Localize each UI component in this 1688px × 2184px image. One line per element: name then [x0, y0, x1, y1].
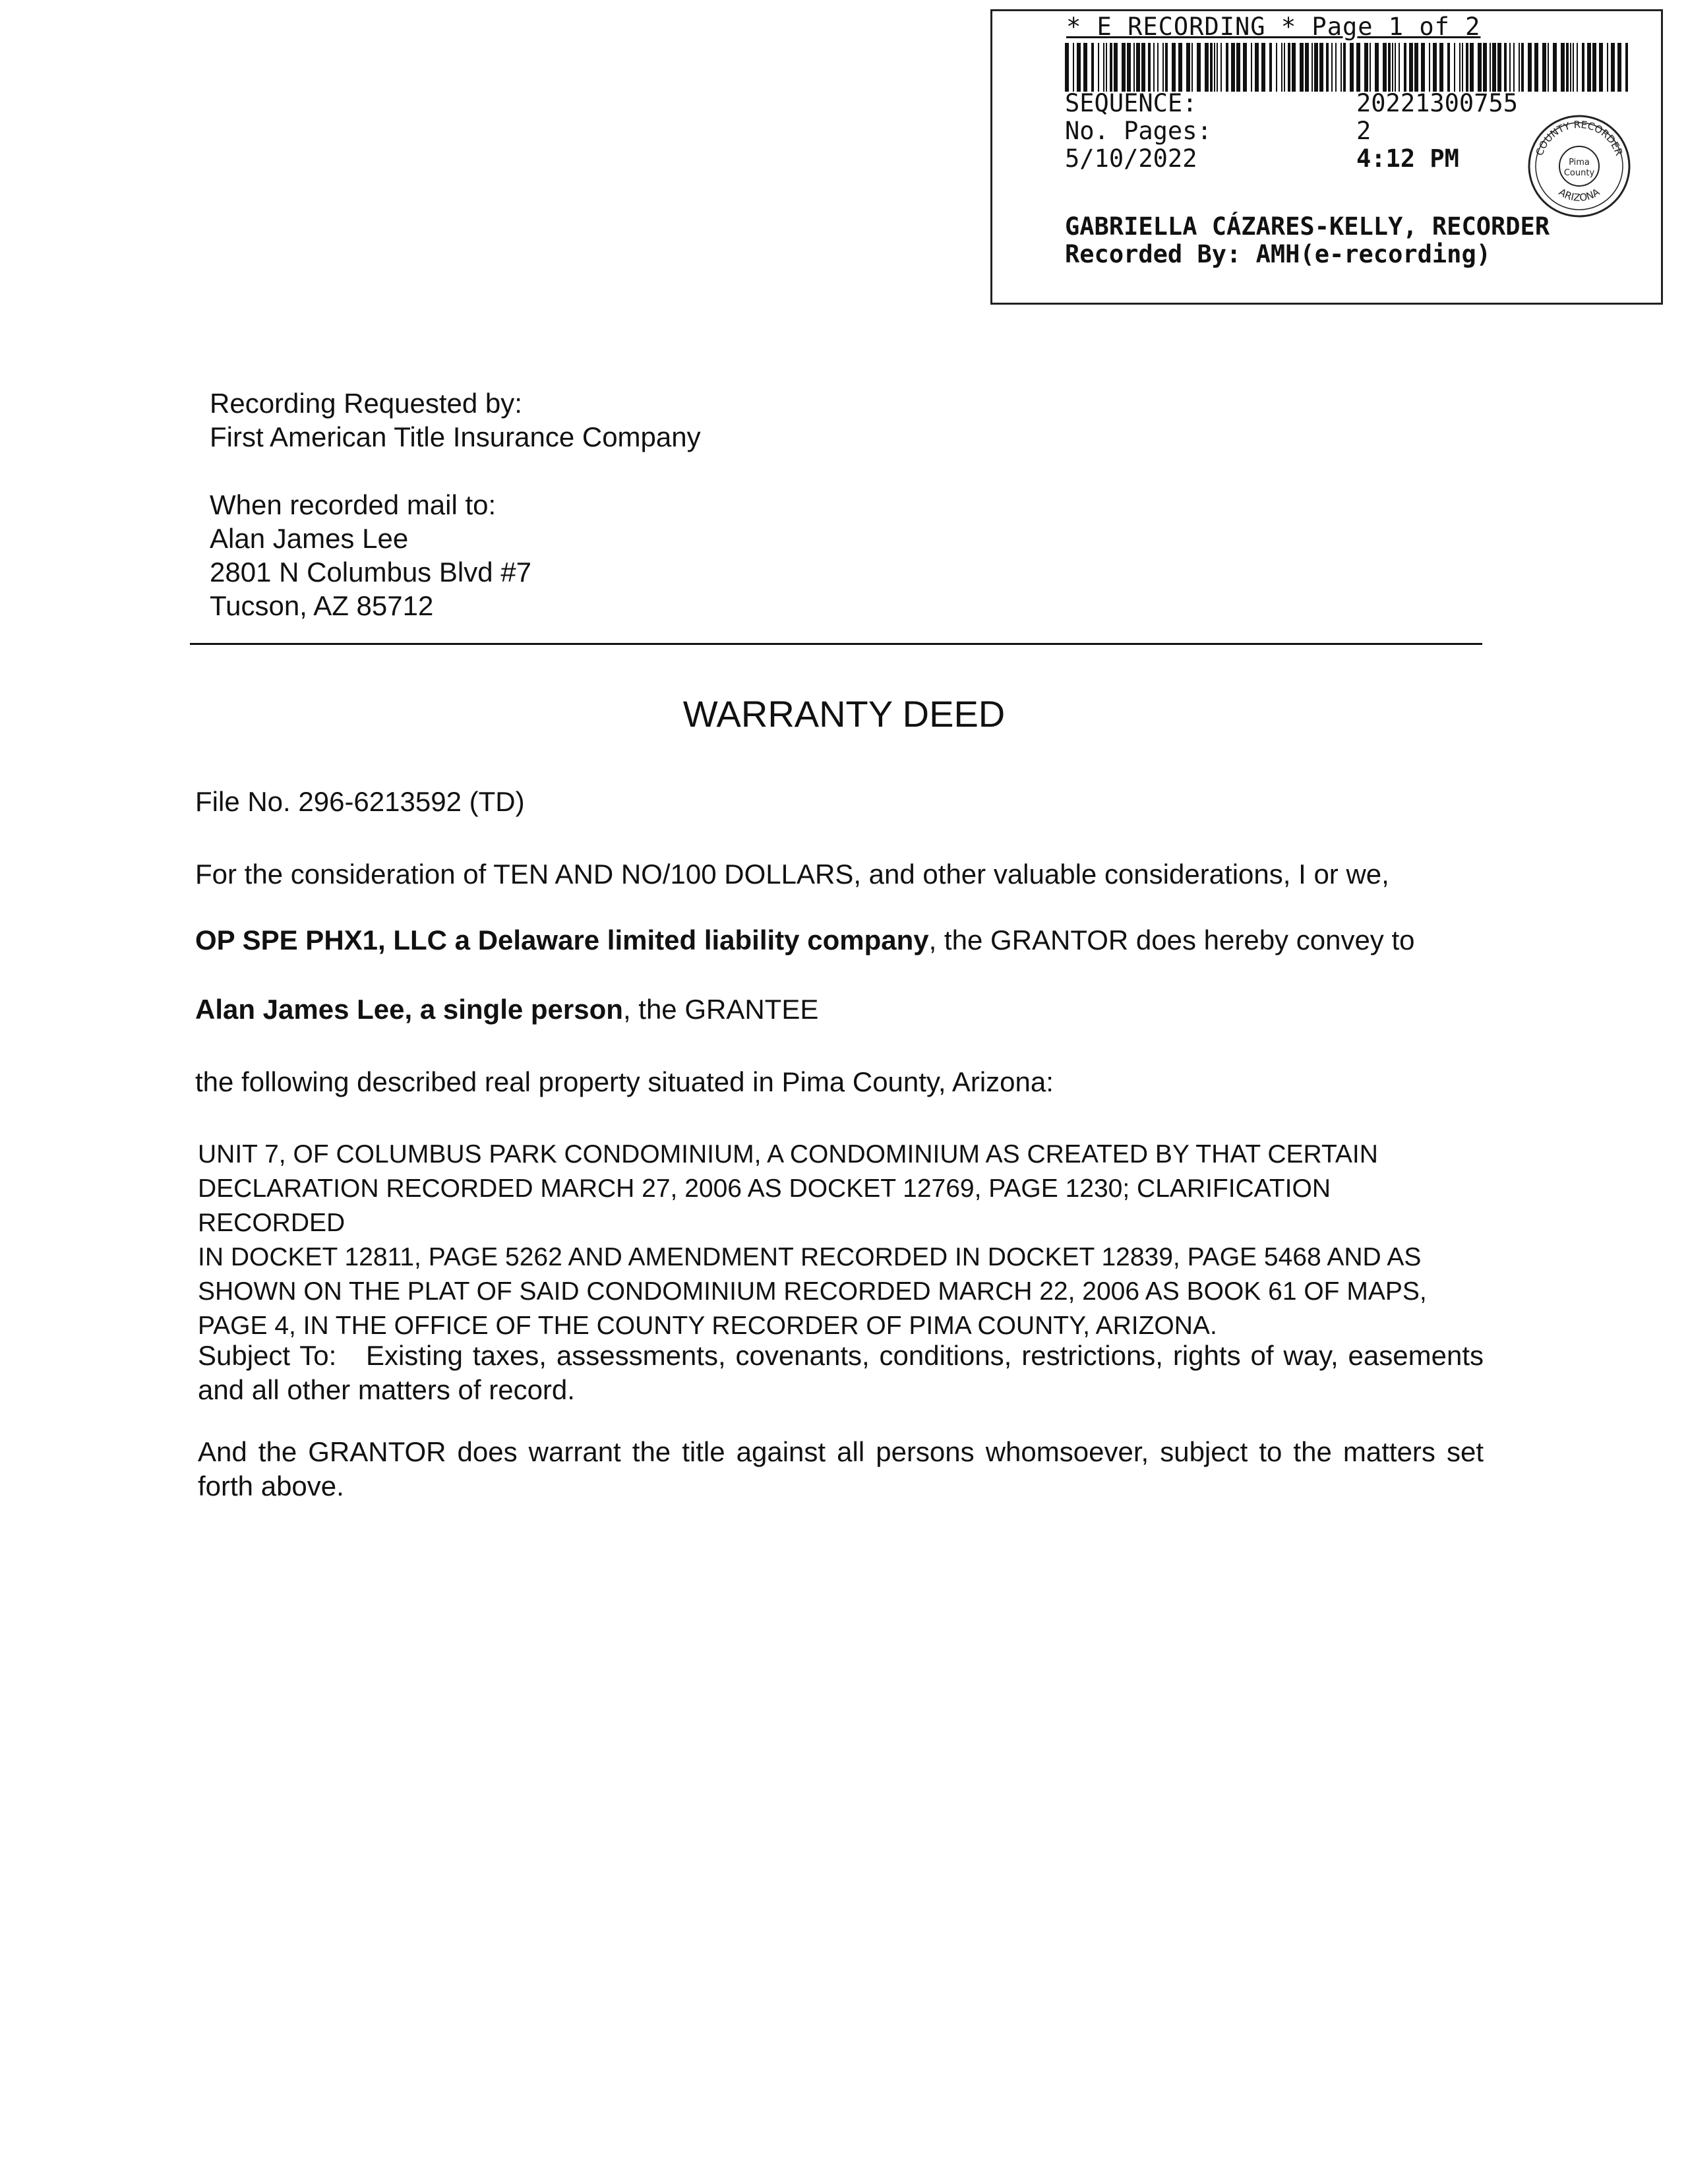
legal-line: DECLARATION RECORDED MARCH 27, 2006 AS DOCKET 12769, PAGE 1230; CLARIFICATION RECORDED — [198, 1174, 1331, 1237]
barcode-bar — [1091, 43, 1094, 92]
file-number: File No. 296-6213592 (TD) — [195, 786, 525, 817]
barcode-bar — [1395, 43, 1396, 92]
barcode-bar — [1106, 43, 1107, 92]
barcode-bar — [1083, 43, 1087, 92]
barcode-bar — [1178, 43, 1182, 92]
barcode-bar — [1197, 43, 1201, 92]
barcode-bar — [1577, 43, 1578, 92]
barcode-bar — [1243, 43, 1247, 92]
barcode-bar — [1335, 43, 1337, 92]
barcode-bar — [1553, 43, 1557, 92]
seal-center-line1: Pima — [1569, 158, 1590, 167]
recorder-name: GABRIELLA CÁZARES-KELLY, RECORDER — [1065, 212, 1550, 241]
grantor-name: OP SPE PHX1, LLC a Delaware limited liability company — [195, 925, 929, 956]
seal-bottom-text: ARIZONA — [1556, 186, 1602, 204]
stamp-title: * E RECORDING * Page 1 of 2 — [1066, 13, 1481, 41]
barcode-bar — [1136, 43, 1140, 92]
barcode-bar — [1065, 43, 1069, 92]
mail-to-label: When recorded mail to: — [210, 489, 497, 520]
barcode-bar — [1383, 43, 1387, 92]
subject-to-clause: Subject To: Existing taxes, assessments, covenants, conditions, restrictions, rights of way, easements and all other matters of record. — [198, 1340, 1492, 1405]
barcode-bar — [1261, 43, 1265, 92]
document-title: WARRANTY DEED — [682, 693, 1006, 735]
barcode-bar — [1509, 43, 1511, 92]
barcode-bar — [1343, 43, 1346, 92]
barcode-bar — [1165, 43, 1168, 92]
barcode-bar — [1570, 43, 1571, 92]
barcode-bar — [1528, 43, 1532, 92]
county-seal — [1526, 113, 1632, 219]
barcode-bar — [1625, 43, 1628, 92]
barcode-bar — [1504, 43, 1507, 92]
barcode-bar — [1421, 43, 1425, 92]
barcode-bar — [1492, 43, 1496, 92]
mail-to-street: 2801 N Columbus Blvd #7 — [210, 557, 531, 588]
barcode-bar — [1276, 43, 1277, 92]
barcode-bar — [1191, 43, 1193, 92]
barcode-bar — [1073, 43, 1074, 92]
barcode-bar — [1127, 43, 1131, 92]
barcode-bar — [1162, 43, 1164, 92]
barcode-bar — [1292, 43, 1296, 92]
grantee-name: Alan James Lee, a single person — [195, 994, 623, 1025]
requested-by-label: Recording Requested by: — [210, 388, 522, 419]
barcode-bar — [1483, 43, 1487, 92]
header-divider — [190, 643, 1482, 645]
legal-line: PAGE 4, IN THE OFFICE OF THE COUNTY RECORDER OF PIMA COUNTY, ARIZONA. — [198, 1312, 1217, 1340]
barcode-bar — [1459, 43, 1461, 92]
barcode-bar — [1236, 43, 1240, 92]
warranty-clause: And the GRANTOR does warrant the title against all persons whomsoever, subject to the matters set forth above. — [198, 1436, 1484, 1502]
barcode-bar — [1592, 43, 1596, 92]
barcode-bar — [1350, 43, 1354, 92]
barcode-bar — [1587, 43, 1591, 92]
barcode-bar — [1141, 43, 1145, 92]
barcode-bar — [1439, 43, 1443, 92]
barcode-bar — [1311, 43, 1313, 92]
barcode-bar — [1611, 43, 1615, 92]
barcode-bar — [1356, 43, 1360, 92]
barcode-bar — [1392, 43, 1393, 92]
barcode-bar — [1561, 43, 1565, 92]
barcode-bar — [1519, 43, 1520, 92]
legal-line: SHOWN ON THE PLAT OF SAID CONDOMINIUM RECORDED MARCH 22, 2006 AS BOOK 61 OF MAPS, — [198, 1277, 1427, 1306]
barcode-bar — [1077, 43, 1081, 92]
barcode-bar — [1148, 43, 1151, 92]
barcode-bar — [1281, 43, 1282, 92]
barcode-bar — [1409, 43, 1413, 92]
barcode-bar — [1542, 43, 1546, 92]
barcode-bar — [1470, 43, 1474, 92]
barcode-bar — [1231, 43, 1235, 92]
barcode-bar — [1375, 43, 1379, 92]
barcode-bar — [1548, 43, 1549, 92]
barcode-bar — [1157, 43, 1159, 92]
barcode-bar — [1513, 43, 1515, 92]
barcode-bar — [1566, 43, 1569, 92]
barcode-bar — [1314, 43, 1318, 92]
barcode-bar — [1326, 43, 1329, 92]
mail-to-name: Alan James Lee — [210, 523, 409, 554]
barcode-bar — [1114, 43, 1118, 92]
grantor-clause: , the GRANTOR does hereby convey to — [928, 925, 1415, 956]
legal-line: UNIT 7, OF COLUMBUS PARK CONDOMINIUM, A CONDOMINIUM AS CREATED BY THAT CERTAIN — [198, 1140, 1378, 1168]
barcode-bar — [1133, 43, 1135, 92]
barcode-bar — [1186, 43, 1190, 92]
legal-description — [198, 1138, 1484, 1343]
seal-center-line2: County — [1563, 168, 1595, 178]
recorded-by: Recorded By: AMH(e-recording) — [1065, 240, 1492, 268]
barcode-bar — [1599, 43, 1603, 92]
consideration-clause: For the consideration of TEN AND NO/100 DOLLARS, and other valuable considerations, I or we, — [195, 859, 1389, 890]
barcode-bar — [1490, 43, 1491, 92]
barcode-bar — [1466, 43, 1468, 92]
recording-time: 4:12 PM — [1356, 144, 1459, 173]
barcode-bar — [1221, 43, 1222, 92]
barcode-bar — [1341, 43, 1342, 92]
barcode-bar — [1110, 43, 1112, 92]
barcode-bar — [1429, 43, 1430, 92]
barcode-bar — [1370, 43, 1371, 92]
sequence-value: 20221300755 — [1356, 89, 1519, 117]
barcode-bar — [1364, 43, 1368, 92]
barcode-bar — [1122, 43, 1126, 92]
barcode-bar — [1478, 43, 1482, 92]
barcode-bar — [1534, 43, 1538, 92]
pages-value: 2 — [1356, 117, 1372, 145]
barcode-bar — [1153, 43, 1155, 92]
barcode-bar — [1573, 43, 1574, 92]
barcode-bar — [1404, 43, 1406, 92]
barcode-bar — [1269, 43, 1272, 92]
barcode-bar — [1172, 43, 1176, 92]
barcode-bar — [1319, 43, 1323, 92]
svg-text:COUNTY RECORDER — [1534, 119, 1625, 158]
barcode-bar — [1103, 43, 1104, 92]
recording-stamp — [990, 9, 1663, 305]
recording-date: 5/10/2022 — [1065, 144, 1197, 173]
mail-to-city: Tucson, AZ 85712 — [210, 590, 434, 621]
barcode-bar — [1255, 43, 1259, 92]
barcode-bar — [1214, 43, 1215, 92]
pages-label: No. Pages: — [1065, 117, 1212, 145]
property-intro: the following described real property situated in Pima County, Arizona: — [195, 1066, 1054, 1097]
svg-text:ARIZONA — [1557, 186, 1602, 204]
barcode-bar — [1388, 43, 1391, 92]
seal-top-text: COUNTY RECORDER — [1533, 118, 1625, 158]
barcode-bar — [1414, 43, 1418, 92]
barcode-bar — [1300, 43, 1304, 92]
grantee-line — [195, 992, 818, 1026]
barcode-bar — [1521, 43, 1524, 92]
barcode — [1065, 43, 1632, 92]
barcode-bar — [1288, 43, 1290, 92]
barcode-bar — [1284, 43, 1285, 92]
barcode-bar — [1217, 43, 1218, 92]
barcode-bar — [1617, 43, 1621, 92]
barcode-bar — [1462, 43, 1463, 92]
barcode-bar — [1098, 43, 1099, 92]
barcode-bar — [1331, 43, 1333, 92]
legal-line: IN DOCKET 12811, PAGE 5262 AND AMENDMENT RECORDED IN DOCKET 12839, PAGE 5468 AND AS — [198, 1243, 1422, 1271]
barcode-bar — [1607, 43, 1608, 92]
grantor-line — [195, 923, 1415, 957]
requested-by-company: First American Title Insurance Company — [210, 421, 701, 452]
barcode-bar — [1251, 43, 1252, 92]
barcode-bar — [1210, 43, 1213, 92]
grantee-clause: , the GRANTEE — [622, 994, 819, 1025]
barcode-bar — [1582, 43, 1584, 92]
barcode-bar — [1497, 43, 1501, 92]
barcode-bar — [1399, 43, 1400, 92]
barcode-bar — [1305, 43, 1309, 92]
barcode-bar — [1454, 43, 1455, 92]
barcode-bar — [1433, 43, 1437, 92]
barcode-bar — [1226, 43, 1228, 92]
barcode-bar — [1205, 43, 1209, 92]
barcode-bar — [1447, 43, 1450, 92]
sequence-label: SEQUENCE: — [1065, 89, 1197, 117]
